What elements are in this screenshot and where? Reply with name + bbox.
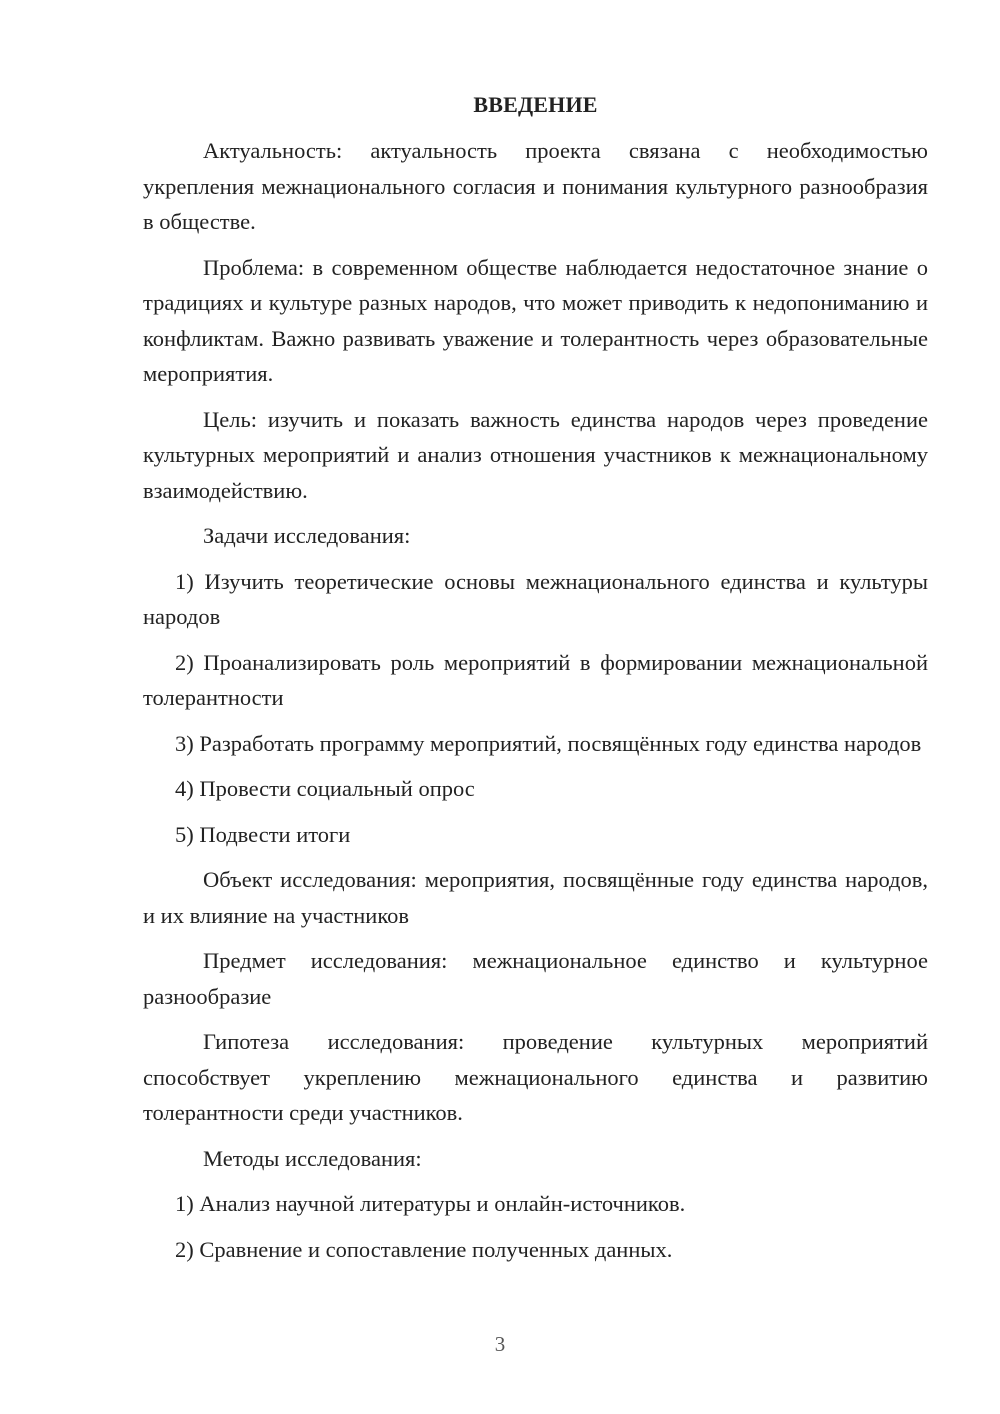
task-item: 4) Провести социальный опрос	[175, 776, 475, 801]
task-item: 3) Разработать программу мероприятий, посвящённых году единства народов	[175, 730, 922, 756]
page-number: 3	[494, 1332, 506, 1356]
task-item: 5) Подвести итоги	[175, 821, 351, 847]
task-item: 2) Проанализировать роль мероприятий в формировании межнациональной толерантности	[143, 649, 928, 710]
subject-paragraph: Предмет исследования: межнациональное единство и культурное разнообразие	[143, 948, 928, 1009]
problem-paragraph: Проблема: в современном обществе наблюдается недостаточное знание о традициях и культуре разных народов, что может приводить к недопониманию и конфликтам. Важно развивать уважение и толерантность через образовательные мероприятия.	[143, 254, 928, 386]
task-item: 1) Изучить теоретические основы межнационального единства и культуры народов	[143, 568, 928, 629]
relevance-paragraph: Актуальность: актуальность проекта связана с необходимостью укрепления межнационального согласия и понимания культурного разнообразия в обществе.	[143, 138, 928, 234]
method-item: 1) Анализ научной литературы и онлайн-источников.	[175, 1191, 686, 1216]
hypothesis-paragraph: Гипотеза исследования: проведение культурных мероприятий способствует укреплению межнационального единства и развитию толерантности среди участников.	[143, 1029, 928, 1125]
method-item: 2) Сравнение и сопоставление полученных данных.	[175, 1236, 673, 1262]
document-page	[143, 92, 928, 1277]
section-title: ВВЕДЕНИЕ	[473, 92, 598, 117]
object-paragraph: Объект исследования: мероприятия, посвящённые году единства народов, и их влияние на участников	[143, 867, 928, 928]
goal-paragraph: Цель: изучить и показать важность единства народов через проведение культурных мероприятий и анализ отношения участников к межнациональному взаимодействию.	[143, 406, 928, 503]
methods-heading: Методы исследования:	[203, 1145, 422, 1171]
tasks-heading: Задачи исследования:	[203, 523, 411, 548]
